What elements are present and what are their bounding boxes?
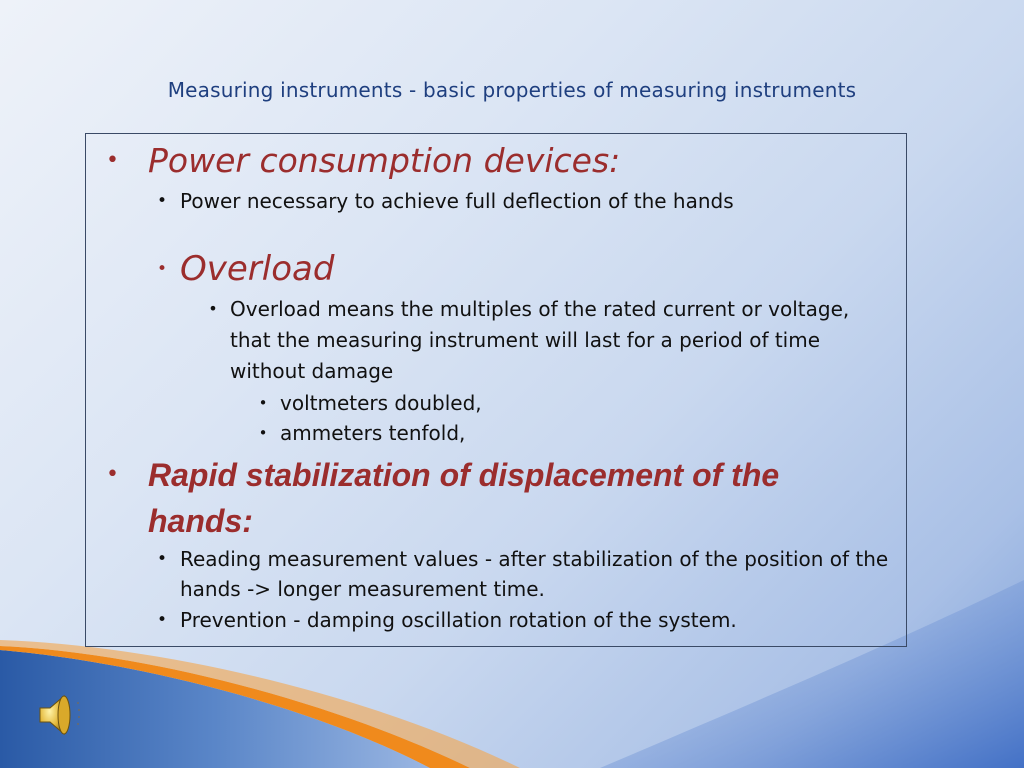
power-heading: Power consumption devices: (148, 141, 621, 180)
power-detail: Power necessary to achieve full deflection of the hands (180, 189, 734, 213)
rapid-heading: Rapid stabilization of displacement of the hands: (148, 457, 780, 539)
bullet-ammeters (246, 418, 880, 448)
overload-sub-voltmeters: voltmeters doubled, (280, 391, 482, 415)
bullet-rapid-detail-2 (144, 605, 890, 635)
bullet-marker: • (156, 191, 168, 211)
bullet-marker: • (156, 259, 168, 279)
bullet-marker: • (156, 549, 168, 569)
bullet-marker: • (106, 148, 119, 173)
speaker-icon[interactable] (34, 690, 84, 740)
bullet-voltmeters (246, 388, 880, 418)
overload-heading: Overload (180, 249, 335, 289)
rapid-detail-prevention: Prevention - damping oscillation rotation of the system. (180, 608, 737, 632)
bullet-marker: • (156, 610, 168, 630)
rapid-detail-reading: Reading measurement values - after stabilization of the position of the hands -> longer measurement time. (180, 547, 889, 601)
bullet-overload-detail (196, 294, 890, 387)
bullet-marker: • (258, 424, 268, 442)
bullet-marker: • (258, 394, 268, 412)
overload-detail: Overload means the multiples of the rated current or voltage, that the measuring instrument will last for a period of time without damage (230, 297, 850, 383)
bullet-overload (144, 246, 890, 292)
bullet-marker: • (106, 462, 119, 487)
bullet-power-detail (144, 186, 890, 216)
overload-sub-ammeters: ammeters tenfold, (280, 421, 466, 445)
bullet-rapid-detail-1 (144, 544, 900, 604)
content-box (85, 133, 907, 647)
bullet-marker: • (208, 299, 218, 318)
bullet-rapid-stabilization (98, 452, 878, 544)
slide-title: Measuring instruments - basic properties of measuring instruments (167, 78, 857, 102)
bullet-power-consumption (98, 138, 868, 184)
